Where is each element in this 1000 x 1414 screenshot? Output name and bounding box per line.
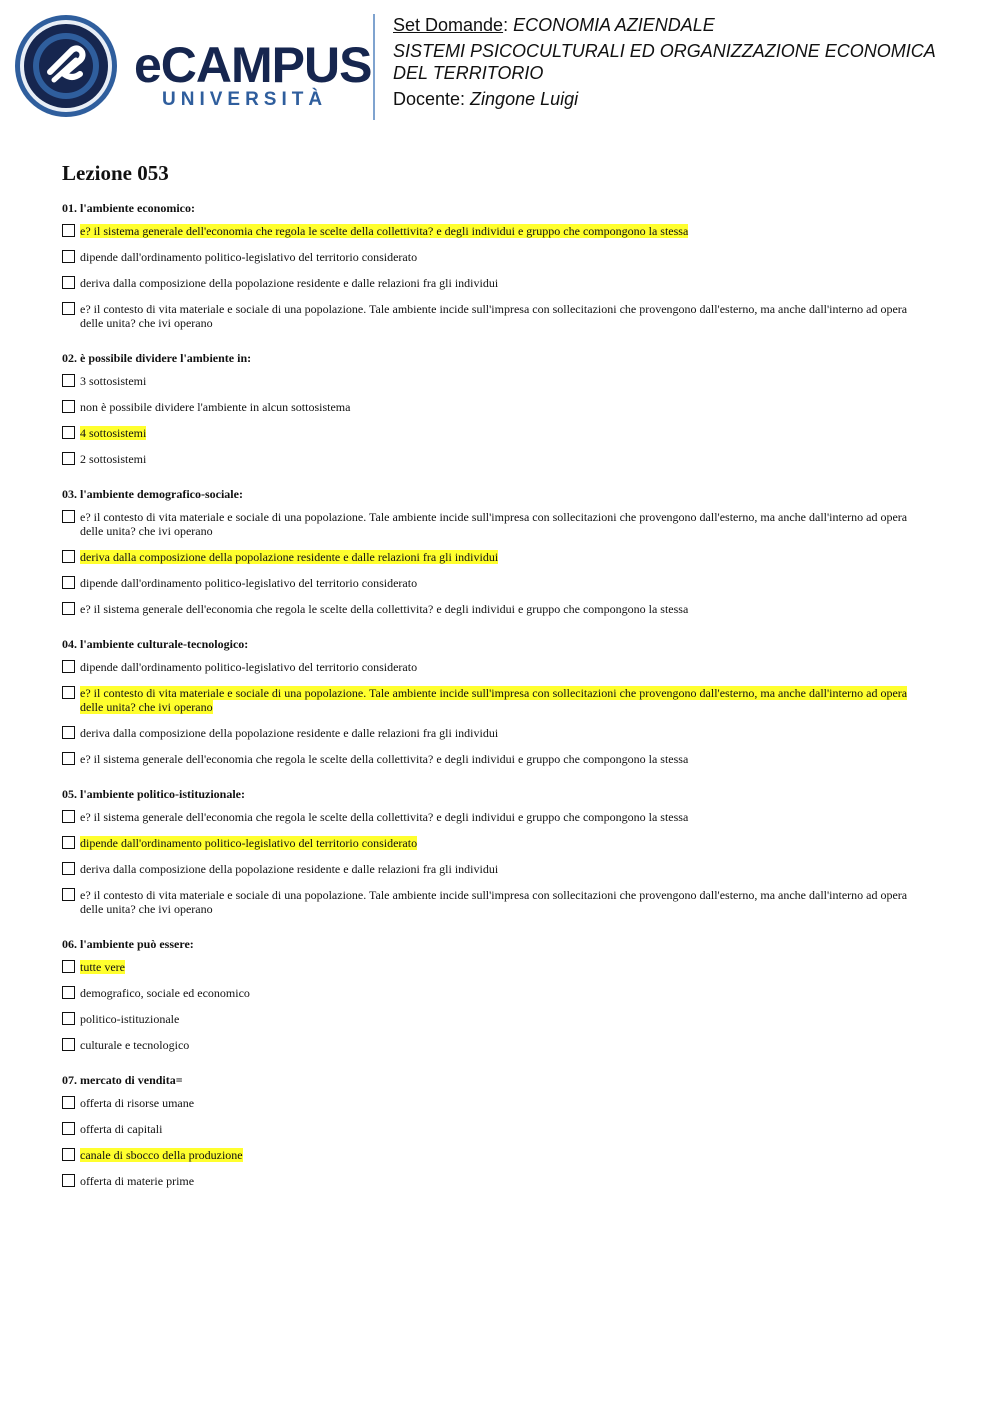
course-title-line-2: DEL TERRITORIO	[393, 63, 544, 83]
option-text: deriva dalla composizione della popolazione residente e dalle relazioni fra gli individui	[80, 726, 499, 740]
question-title: 05. l'ambiente politico-istituzionale:	[62, 787, 245, 801]
university-seal-icon	[14, 14, 118, 118]
checkbox[interactable]	[62, 862, 75, 875]
page-header	[0, 0, 1000, 130]
question-title: 07. mercato di vendita=	[62, 1073, 183, 1087]
answer-option	[62, 752, 922, 766]
answer-option	[62, 400, 922, 414]
teacher-name: Zingone Luigi	[470, 89, 579, 109]
option-text: 3 sottosistemi	[80, 374, 147, 388]
option-text: politico-istituzionale	[80, 1012, 180, 1026]
answer-option	[62, 452, 922, 466]
question-block	[62, 486, 922, 616]
answer-option	[62, 1038, 922, 1052]
answer-option-correct	[62, 686, 922, 714]
answer-option	[62, 1122, 922, 1136]
question-block	[62, 350, 922, 466]
checkbox[interactable]	[62, 602, 75, 615]
answer-option-correct	[62, 224, 922, 238]
checkbox[interactable]	[62, 400, 75, 413]
answer-option	[62, 862, 922, 876]
checkbox[interactable]	[62, 1096, 75, 1109]
option-text: e? il sistema generale dell'economia che regola le scelte della collettivita? e degli individui e gruppo che compongono la stessa	[80, 752, 689, 766]
checkbox[interactable]	[62, 550, 75, 563]
option-text: offerta di risorse umane	[80, 1096, 195, 1110]
checkbox[interactable]	[62, 374, 75, 387]
answer-option-correct	[62, 836, 922, 850]
option-text: deriva dalla composizione della popolazione residente e dalle relazioni fra gli individui	[80, 862, 499, 876]
option-text: dipende dall'ordinamento politico-legislativo del territorio considerato	[80, 576, 418, 590]
question-block	[62, 786, 922, 916]
option-text: deriva dalla composizione della popolazione residente e dalle relazioni fra gli individui	[80, 276, 499, 290]
answer-option	[62, 250, 922, 264]
course-line-1	[393, 40, 993, 62]
answer-option	[62, 660, 922, 674]
checkbox[interactable]	[62, 810, 75, 823]
checkbox[interactable]	[62, 576, 75, 589]
checkbox[interactable]	[62, 752, 75, 765]
option-text: e? il sistema generale dell'economia che regola le scelte della collettivita? e degli individui e gruppo che compongono la stessa	[80, 224, 689, 238]
answer-option	[62, 1012, 922, 1026]
set-label: Set Domande	[393, 15, 504, 35]
checkbox[interactable]	[62, 686, 75, 699]
checkbox[interactable]	[62, 888, 75, 901]
option-text: culturale e tecnologico	[80, 1038, 190, 1052]
answer-option	[62, 276, 922, 290]
header-divider	[373, 14, 375, 120]
option-text: non è possibile dividere l'ambiente in alcun sottosistema	[80, 400, 351, 414]
option-text: offerta di capitali	[80, 1122, 163, 1136]
set-separator: :	[503, 15, 509, 35]
option-text: e? il contesto di vita materiale e sociale di una popolazione. Tale ambiente incide sull'impresa con sollecitazioni che provengono dall'esterno, ma anche dall'interno ad opera delle unita? che ivi operano	[80, 302, 908, 330]
lesson-title: Lezione 053	[62, 161, 169, 185]
checkbox[interactable]	[62, 1122, 75, 1135]
checkbox[interactable]	[62, 224, 75, 237]
checkbox[interactable]	[62, 836, 75, 849]
answer-option	[62, 986, 922, 1000]
checkbox[interactable]	[62, 986, 75, 999]
option-text: dipende dall'ordinamento politico-legislativo del territorio considerato	[80, 660, 418, 674]
question-title: 04. l'ambiente culturale-tecnologico:	[62, 637, 249, 651]
option-text: dipende dall'ordinamento politico-legislativo del territorio considerato	[80, 836, 418, 850]
option-text: demografico, sociale ed economico	[80, 986, 250, 1000]
teacher-label: Docente:	[393, 89, 471, 109]
answer-option	[62, 302, 922, 330]
checkbox[interactable]	[62, 960, 75, 973]
answer-option	[62, 602, 922, 616]
question-title: 01. l'ambiente economico:	[62, 201, 195, 215]
checkbox[interactable]	[62, 426, 75, 439]
option-text: canale di sbocco della produzione	[80, 1148, 243, 1162]
option-text: dipende dall'ordinamento politico-legislativo del territorio considerato	[80, 250, 418, 264]
subject-name: ECONOMIA AZIENDALE	[513, 15, 715, 35]
question-block	[62, 636, 922, 766]
checkbox[interactable]	[62, 1038, 75, 1051]
course-line-2	[393, 62, 993, 84]
question-block	[62, 1072, 922, 1188]
checkbox[interactable]	[62, 1174, 75, 1187]
question-block	[62, 936, 922, 1052]
answer-option	[62, 726, 922, 740]
header-info	[393, 14, 993, 110]
checkbox[interactable]	[62, 302, 75, 315]
option-text: 4 sottosistemi	[80, 426, 147, 440]
questions-list	[62, 200, 922, 1188]
answer-option-correct	[62, 426, 922, 440]
answer-option	[62, 374, 922, 388]
option-text: 2 sottosistemi	[80, 452, 147, 466]
answer-option	[62, 576, 922, 590]
option-text: e? il sistema generale dell'economia che regola le scelte della collettivita? e degli individui e gruppo che compongono la stessa	[80, 602, 689, 616]
checkbox[interactable]	[62, 726, 75, 739]
option-text: tutte vere	[80, 960, 125, 974]
answer-option-correct	[62, 550, 922, 564]
teacher-line	[393, 88, 993, 110]
question-block	[62, 200, 922, 330]
checkbox[interactable]	[62, 276, 75, 289]
answer-option-correct	[62, 960, 922, 974]
checkbox[interactable]	[62, 1012, 75, 1025]
checkbox[interactable]	[62, 660, 75, 673]
ecampus-logo-wordmark: eCAMPUS	[134, 37, 372, 93]
option-text: deriva dalla composizione della popolazione residente e dalle relazioni fra gli individui	[80, 550, 499, 564]
option-text: e? il sistema generale dell'economia che regola le scelte della collettivita? e degli individui e gruppo che compongono la stessa	[80, 810, 689, 824]
question-title: 03. l'ambiente demografico-sociale:	[62, 487, 243, 501]
checkbox[interactable]	[62, 452, 75, 465]
set-line	[393, 14, 993, 36]
option-text: offerta di materie prime	[80, 1174, 195, 1188]
universita-logo-subtitle: UNIVERSITÀ	[162, 89, 328, 110]
answer-option	[62, 888, 922, 916]
course-title-line-1: SISTEMI PSICOCULTURALI ED ORGANIZZAZIONE ECONOMICA	[393, 41, 936, 61]
answer-option	[62, 1096, 922, 1110]
checkbox[interactable]	[62, 510, 75, 523]
answer-option	[62, 810, 922, 824]
answer-option-correct	[62, 1148, 922, 1162]
answer-option	[62, 1174, 922, 1188]
option-text: e? il contesto di vita materiale e sociale di una popolazione. Tale ambiente incide sull'impresa con sollecitazioni che provengono dall'esterno, ma anche dall'interno ad opera delle unita? che ivi operano	[80, 686, 908, 714]
question-title: 06. l'ambiente può essere:	[62, 937, 194, 951]
checkbox[interactable]	[62, 250, 75, 263]
questions-content	[62, 160, 922, 1208]
answer-option	[62, 510, 922, 538]
checkbox[interactable]	[62, 1148, 75, 1161]
question-title: 02. è possibile dividere l'ambiente in:	[62, 351, 252, 365]
option-text: e? il contesto di vita materiale e sociale di una popolazione. Tale ambiente incide sull'impresa con sollecitazioni che provengono dall'esterno, ma anche dall'interno ad opera delle unita? che ivi operano	[80, 510, 908, 538]
option-text: e? il contesto di vita materiale e sociale di una popolazione. Tale ambiente incide sull'impresa con sollecitazioni che provengono dall'esterno, ma anche dall'interno ad opera delle unita? che ivi operano	[80, 888, 908, 916]
